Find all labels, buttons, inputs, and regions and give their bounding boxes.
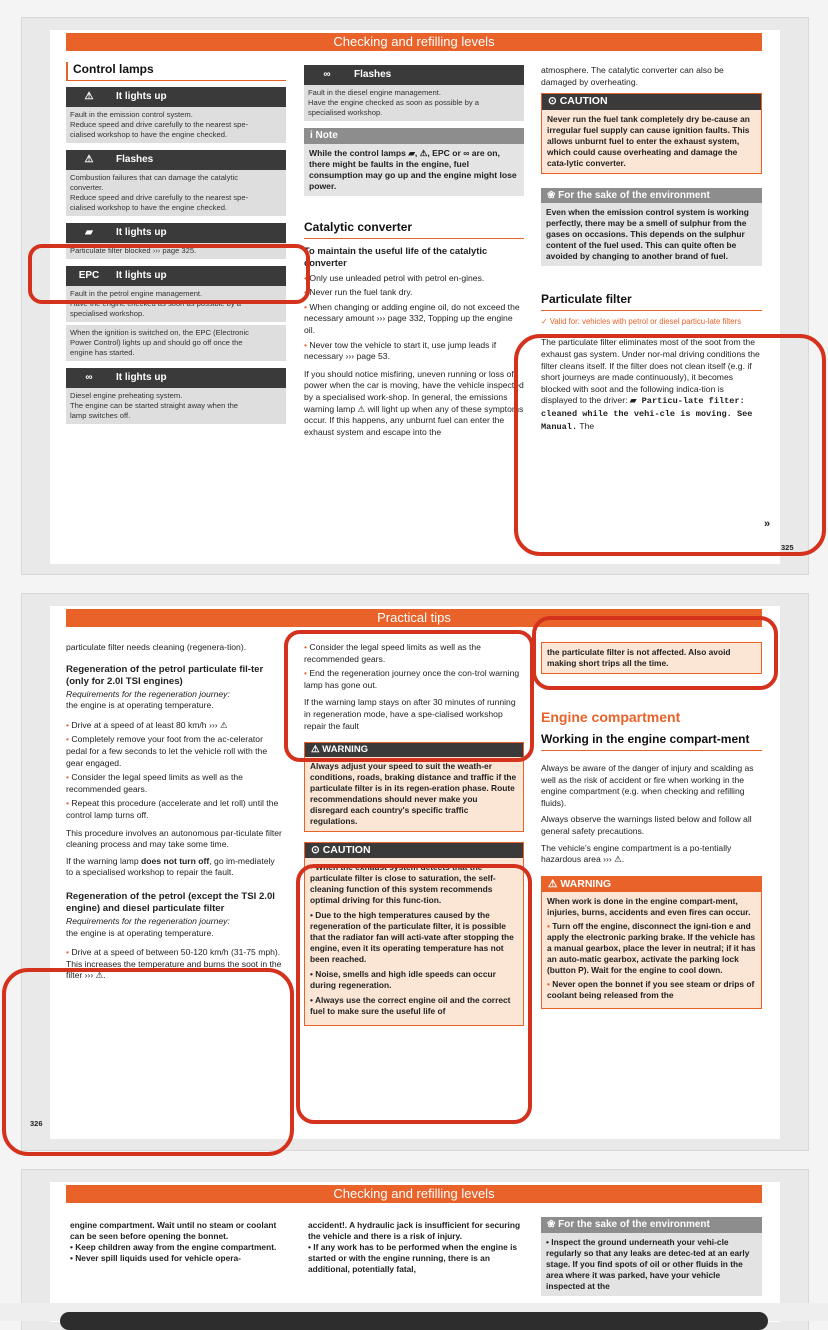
bullet-mark: • bbox=[304, 272, 310, 283]
warning-box bbox=[541, 876, 762, 1010]
bullet-mark: • bbox=[310, 969, 316, 980]
note-text: While the control lamps ▰, ⚠, EPC or ∞ are on, there might be faults in the engine, fuel consumption may go up and the engine might lose power. bbox=[309, 147, 517, 191]
bullet bbox=[547, 921, 756, 976]
lamp-bar-label: It lights up bbox=[116, 91, 167, 102]
regeneration-column-2 bbox=[304, 642, 524, 1026]
lamp-bar bbox=[304, 65, 524, 85]
paragraph: This procedure involves an autonomous par-ticulate filter cleaning process and may take some time. bbox=[66, 827, 282, 850]
caution-item-text: Always use the correct engine oil and the correct fuel to make sure the useful life of bbox=[310, 995, 511, 1017]
regeneration-bullets bbox=[66, 720, 284, 822]
lamp-bar-label: Flashes bbox=[116, 154, 154, 165]
bullet bbox=[66, 734, 284, 769]
emphasis: does not turn off bbox=[141, 855, 210, 866]
requirements: Requirements for the regeneration journey: bbox=[66, 688, 230, 699]
lamp-description bbox=[66, 243, 286, 259]
particulate-text bbox=[541, 337, 762, 433]
catalytic-bullets bbox=[304, 273, 524, 363]
continue-mark: » bbox=[764, 518, 771, 530]
bullet-text: Consider the legal speed limits as well as the recommended gears. bbox=[304, 642, 481, 664]
lamp-description bbox=[304, 85, 524, 121]
spacer bbox=[66, 259, 286, 266]
warning-lamp-paragraph bbox=[66, 856, 284, 879]
lamp-bar-label: It lights up bbox=[116, 227, 167, 238]
description-line: Particulate filter blocked ››› page 325. bbox=[70, 246, 197, 255]
caution-item-text: Due to the high temperatures caused by the regeneration of the particulate filter, it is possible that the radiator fan will acti-vate after stopping the engine, even it its operating temperature has not been reached. bbox=[310, 910, 514, 965]
lamp-bar-label: Flashes bbox=[354, 69, 392, 80]
catalytic-subtitle: To maintain the useful life of the catalytic converter bbox=[304, 244, 488, 268]
caution-box bbox=[541, 93, 762, 174]
bullet bbox=[547, 979, 756, 1001]
particulate-column bbox=[541, 65, 762, 433]
description-line: Reduce speed and drive carefully to the nearest spe- bbox=[70, 120, 249, 129]
spacer bbox=[66, 361, 286, 368]
lamp-icon: ∞ bbox=[85, 372, 93, 383]
bullet bbox=[304, 287, 524, 299]
bullet bbox=[66, 720, 284, 732]
dashboard-message: ▰ Particu-late filter: cleaned while the vehi-cle is moving. See Manual. bbox=[541, 396, 753, 432]
bullet: • Drive at a speed of between 50-120 km/h (31-75 mph). This increases the temperature and burns the soot in the filter ››› ⚠. bbox=[66, 947, 282, 981]
bullet bbox=[66, 772, 284, 795]
caution-title: ⊙ CAUTION bbox=[305, 843, 523, 859]
engine-compartment-title: Engine compartment bbox=[541, 709, 681, 725]
description-line: Fault in the diesel engine management. bbox=[308, 88, 441, 97]
description-line: converter. bbox=[70, 183, 104, 192]
spacer bbox=[66, 143, 286, 150]
environment-box bbox=[541, 188, 762, 267]
bullet bbox=[304, 642, 524, 665]
bullet-mark: • bbox=[66, 719, 72, 730]
caution-item-text: Noise, smells and high idle speeds can occur during regeneration. bbox=[310, 969, 496, 991]
bullet-mark: • bbox=[304, 301, 310, 312]
lamp-bar bbox=[66, 150, 286, 170]
description-line: Reduce speed and drive carefully to the nearest spe- bbox=[70, 193, 249, 202]
paragraph: particulate filter needs cleaning (regenera-tion). bbox=[66, 642, 247, 652]
caution-item bbox=[310, 969, 518, 991]
preheat-icon: ∞ bbox=[323, 69, 331, 80]
caution-item bbox=[310, 910, 518, 965]
requirements: Requirements for the regeneration journey: bbox=[66, 915, 230, 926]
bullet-mark: • bbox=[310, 995, 315, 1006]
description-line: engine has started. bbox=[70, 348, 135, 357]
bullet-text: When changing or adding engine oil, do not exceed the necessary amount ››› page 332, Topping up the engine oil. bbox=[304, 301, 520, 335]
bullet-text: Never open the bonnet if you see steam or drips of coolant being released from the bbox=[547, 979, 755, 1001]
description-line: lamp switches off. bbox=[70, 411, 131, 420]
bullet-mark: • bbox=[66, 734, 72, 745]
description-line: Fault in the petrol engine management. bbox=[70, 289, 203, 298]
lamp-icon: ⚠ bbox=[84, 91, 94, 102]
description-line: cialised workshop to have the engine checked. bbox=[70, 203, 228, 212]
particulate-title: Particulate filter bbox=[541, 292, 762, 311]
description-line: Fault in the emission control system. bbox=[70, 110, 193, 119]
bullet-text: Drive at a speed of at least 80 km/h ››› ⚠ bbox=[71, 719, 228, 730]
spacer bbox=[66, 216, 286, 223]
viewer-toolbar[interactable] bbox=[60, 1312, 768, 1330]
environment-text: Even when the emission control system is working perfectly, there may be a smell of sulphur from the gases on occasions. This depends on the sulphur content of the fuel used. This can quite often be avoided by changing to another brand of fuel. bbox=[546, 207, 749, 262]
bullet-text: Only use unleaded petrol with petrol en-gines. bbox=[309, 272, 485, 283]
particulate-end: The bbox=[579, 420, 595, 431]
warning-title: ⚠ WARNING bbox=[305, 743, 523, 757]
description-line: specialised workshop. bbox=[308, 108, 383, 117]
bullet-mark: • bbox=[310, 910, 316, 921]
warning-title: ⚠ WARNING bbox=[542, 877, 761, 893]
requirements-value: the engine is at operating temperature. bbox=[66, 927, 214, 938]
description-line: Have the engine checked as soon as possible by a bbox=[70, 299, 241, 308]
description-line: Have the engine checked as soon as possible by a bbox=[308, 98, 479, 107]
description-line: Power Control) lights up and should go off once the bbox=[70, 338, 243, 347]
lamp-bar bbox=[66, 223, 286, 243]
caution-item bbox=[310, 862, 518, 906]
paragraph: If the warning lamp stays on after 30 minutes of running in regeneration mode, have a spe-cialised workshop repair the fault bbox=[304, 697, 516, 731]
bullet-text: Turn off the engine, disconnect the igni-tion e and apply the electronic parking brake. If the vehicle has a manual gearbox, place the lever in neutral; if it has an auto-matic gearbox, activate the parking lock (button P). Wait for the engine to cool down. bbox=[547, 921, 756, 976]
caution-text: Never run the fuel tank completely dry be-cause an irregular fuel supply can cause ignition faults. This allows unburnt fuel to enter the exhaust system, which could cause overheating and damage the cata-lytic converter. bbox=[547, 113, 750, 168]
environment-title: ❀ For the sake of the environment bbox=[541, 1217, 762, 1233]
bullet-text: Never tow the vehicle to start it, use jump leads if necessary ››› page 53. bbox=[304, 339, 497, 362]
lamp-description bbox=[66, 107, 286, 143]
bullet: • If any work has to be performed when the engine is started or with the engine running, there is an additional, potentially fatal, bbox=[308, 1242, 518, 1274]
description-line: The engine can be started straight away when the bbox=[70, 401, 239, 410]
description-line: When the ignition is switched on, the EPC (Electronic bbox=[70, 328, 249, 337]
caution-items bbox=[305, 858, 523, 1025]
lamp-bar bbox=[66, 368, 286, 388]
environment-text: • Inspect the ground underneath your vehi-cle regularly so that any leaks are detec-ted at an early stage. If you find spots of oil or other fluids in the area where it was parked, have your vehicle inspected at the bbox=[546, 1236, 750, 1291]
control-lamps-column bbox=[66, 62, 286, 431]
bullets bbox=[304, 642, 524, 691]
paragraph: engine compartment. Wait until no steam or coolant can be seen before opening the bonnet. bbox=[70, 1220, 277, 1241]
continued-caution bbox=[541, 642, 762, 674]
text: If the warning lamp bbox=[66, 855, 141, 866]
lamp-bar bbox=[66, 266, 286, 286]
subheading: Regeneration of the petrol (except the TSI 2.0l engine) and diesel particulate filter bbox=[66, 890, 275, 915]
lamp-icon: ▰ bbox=[85, 227, 93, 238]
paragraph: Always be aware of the danger of injury and scalding as well as the risk of accident or fire when working in the engine compartment (e.g. when checking and refilling fluids). bbox=[541, 763, 754, 808]
paragraph: The vehicle's engine compartment is a po-tentially hazardous area ››› ⚠. bbox=[541, 842, 732, 865]
bullet bbox=[304, 668, 524, 691]
page-number: 326 bbox=[30, 1119, 43, 1128]
description-line: specialised workshop. bbox=[70, 309, 145, 318]
bullet-text: Never run the fuel tank dry. bbox=[309, 287, 413, 298]
bullet-mark: • bbox=[66, 772, 72, 783]
bullet-text: Completely remove your foot from the ac-celerator pedal for a few seconds to let the vehicle roll with the gear engaged. bbox=[66, 734, 268, 768]
lamp-icon: ⚠ bbox=[84, 154, 94, 165]
bullet bbox=[304, 273, 524, 285]
bullet-mark: • bbox=[304, 668, 310, 679]
valid-for: ✓ Valid for: vehicles with petrol or diesel particu-late filters bbox=[541, 317, 742, 327]
lamp-extra bbox=[66, 325, 286, 361]
bullet-mark: • bbox=[547, 921, 553, 932]
paragraph: accident!. A hydraulic jack is insufficient for securing the vehicle and there is a risk of injury. bbox=[308, 1220, 521, 1241]
bullet-text: End the regeneration journey once the con-trol warning lamp has gone out. bbox=[304, 668, 520, 690]
page-number: 325 bbox=[781, 543, 794, 552]
caution-item bbox=[310, 995, 518, 1017]
working-title: Working in the engine compart-ment bbox=[541, 732, 762, 751]
warning-body bbox=[542, 892, 761, 1008]
control-lamp-list bbox=[66, 87, 286, 431]
bullet-mark: • bbox=[547, 979, 553, 990]
bullet bbox=[304, 340, 524, 363]
note-title: i Note bbox=[304, 128, 524, 144]
caution-item-text: When the exhaust system detects that the particulate filter is close to saturation, the self-cleaning function of this system recommends optimal driving for this func-tion. bbox=[310, 862, 496, 906]
lamp-icon: EPC bbox=[78, 270, 100, 281]
catalytic-column bbox=[304, 65, 524, 443]
section-title: Control lamps bbox=[66, 62, 286, 81]
lamp-description bbox=[66, 286, 286, 322]
regeneration-column bbox=[66, 642, 284, 982]
warning-text: When work is done in the engine compart-ment, injuries, burns, accidents and even fires can occur. bbox=[547, 896, 751, 918]
description-line: cialised workshop to have the engine checked. bbox=[70, 130, 228, 139]
lamp-description bbox=[66, 170, 286, 216]
note-box bbox=[304, 128, 524, 196]
page-header: Checking and refilling levels bbox=[66, 1185, 762, 1203]
caution-title: ⊙ CAUTION bbox=[542, 94, 761, 110]
bullet bbox=[304, 302, 524, 337]
bullet-mark: • bbox=[304, 339, 310, 350]
catalytic-paragraph: If you should notice misfiring, uneven running or loss of power when the car is moving, have the vehicle inspected by a specialised work-shop. In general, the emissions warning lamp ⚠ will light up when any of these symptoms occur. If this happens, any unburnt fuel can enter the exhaust system and escape into the bbox=[304, 368, 524, 437]
environment-box bbox=[541, 1217, 762, 1296]
bullet-text: Drive at a speed of between 50-120 km/h (31-75 mph). This increases the temperature and burns the soot in the filter ››› ⚠. bbox=[66, 947, 282, 981]
lamp-bar-label: It lights up bbox=[116, 270, 167, 281]
bullet: • Never spill liquids used for vehicle opera- bbox=[70, 1253, 241, 1263]
text: , go im-mediately to a specialised workshop to repair the fault. bbox=[66, 855, 275, 878]
column-1 bbox=[70, 1220, 282, 1264]
lamp-description bbox=[66, 388, 286, 424]
bullet-text: Repeat this procedure (accelerate and let roll) until the control lamp turns off. bbox=[66, 798, 279, 820]
page-header: Checking and refilling levels bbox=[66, 33, 762, 51]
bullet-mark: • bbox=[304, 287, 310, 298]
page-header: Practical tips bbox=[66, 609, 762, 627]
paragraph: Always observe the warnings listed below and follow all general safety precautions. bbox=[541, 814, 752, 836]
requirements-value: the engine is at operating temperature. bbox=[66, 700, 214, 711]
description-line: Combustion failures that can damage the catalytic bbox=[70, 173, 238, 182]
lamp-bar bbox=[66, 87, 286, 107]
bullet-text: Consider the legal speed limits as well as the recommended gears. bbox=[66, 772, 243, 794]
lamp-bar-label: It lights up bbox=[116, 372, 167, 383]
spacer bbox=[66, 424, 286, 431]
environment-title: ❀ For the sake of the environment bbox=[541, 188, 762, 204]
caution-text: the particulate filter is not affected. Also avoid making short trips all the time. bbox=[547, 647, 731, 668]
description-line: Diesel engine preheating system. bbox=[70, 391, 183, 400]
warning-box bbox=[304, 742, 524, 832]
intro-text: atmosphere. The catalytic converter can also be damaged by overheating. bbox=[541, 65, 724, 87]
bullet-mark: • bbox=[310, 862, 316, 873]
bullet bbox=[66, 798, 284, 821]
engine-compartment-column bbox=[541, 642, 762, 1009]
column-2 bbox=[308, 1220, 522, 1275]
warning-text: Always adjust your speed to suit the weath-er conditions, roads, braking distance and traffic if the particulate filter is in its regen-eration phase. Route recommendations should never make you disregard each country's specific traffic regulations. bbox=[310, 760, 517, 826]
bullet: • Keep children away from the engine compartment. bbox=[70, 1242, 277, 1252]
warning-bullets bbox=[547, 921, 756, 1001]
bullet-mark: • bbox=[66, 798, 72, 809]
caution-box bbox=[304, 842, 524, 1027]
subheading: Regeneration of the petrol particulate fil-ter (only for 2.0l TSI engines) bbox=[66, 663, 264, 688]
catalytic-title: Catalytic converter bbox=[304, 220, 524, 239]
particulate-body: The particulate filter eliminates most of the soot from the exhaust gas system. Under nor-mal driving conditions the filter cleans itself. If the filter does not clean itself (e.g. if short journeys are made continuously), it becomes blocked with soot and the following indica-tion is displayed to the driver: bbox=[541, 337, 760, 406]
bullet-mark: • bbox=[304, 642, 310, 652]
